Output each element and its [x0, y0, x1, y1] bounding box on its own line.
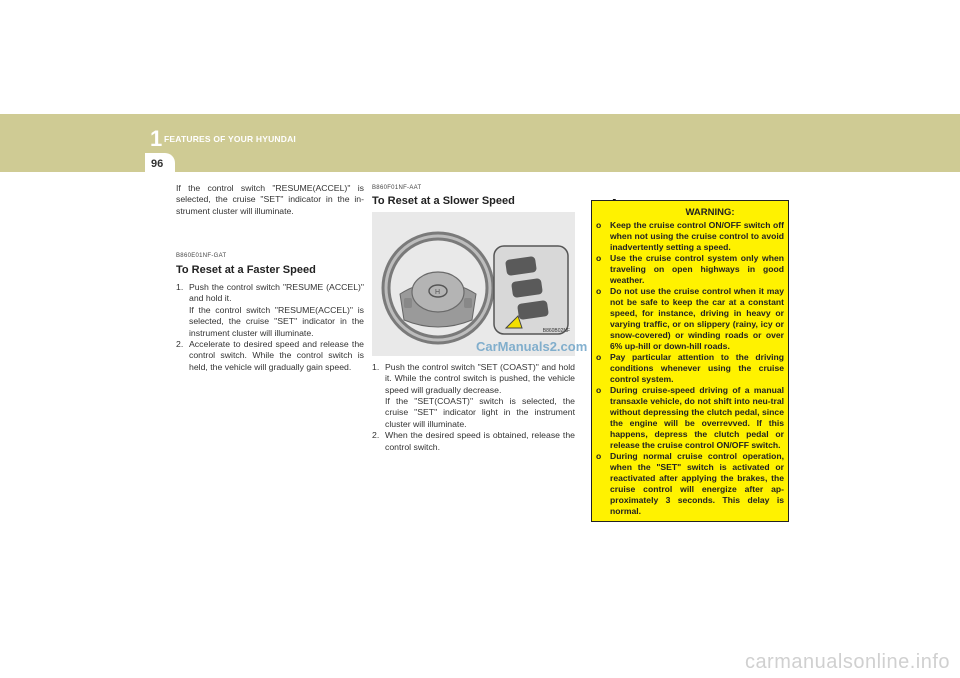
warning-item-text: Do not use the cruise control when it may not be safe to keep the car at a constant speed, for instance, driving in heavy or varying traffic, or on slippery (rainy, icy or snow-covered) or winding roads or over 6% up-hill or down-hill roads.: [610, 286, 784, 351]
list-item: [176, 282, 364, 339]
steps-list: [372, 362, 575, 453]
section-code: B860E01NF-GAT: [176, 253, 227, 260]
intro-paragraph: If the control switch "RESUME(ACCEL)" is selected, the cruise "SET" indicator in the in-strument cluster will illuminate.: [176, 183, 364, 216]
section-heading: To Reset at a Faster Speed: [176, 263, 316, 276]
steering-wheel-figure: [372, 212, 588, 356]
step-text: Push the control switch "RESUME (ACCEL)" and hold it.: [189, 282, 364, 304]
list-item: [372, 362, 575, 430]
middle-column: [372, 183, 588, 453]
step-text: When the desired speed is obtained, release the control switch.: [385, 430, 575, 452]
bullet: o: [596, 286, 602, 296]
step-number: 2.: [372, 430, 380, 441]
list-item: [596, 451, 784, 517]
step-text: Push the control switch "SET (COAST)" and hold it. While the control switch is pushed, the vehicle speed will gradually decrease.: [385, 361, 575, 395]
step-text: Accelerate to desired speed and release the control switch. While the control switch is held, the vehicle will gradually gain speed.: [189, 339, 364, 372]
step-number: 2.: [176, 339, 184, 350]
header-band: [0, 114, 960, 172]
warning-item-text: Pay particular attention to the driving conditions whenever using the cruise control system.: [610, 352, 784, 384]
bullet: o: [596, 451, 602, 461]
step-number: 1.: [176, 282, 184, 293]
figure-watermark: CarManuals2.com: [476, 339, 588, 355]
chapter-title: FEATURES OF YOUR HYUNDAI: [164, 134, 296, 144]
section-heading: To Reset at a Slower Speed: [372, 195, 515, 208]
page-number: 96: [151, 158, 164, 170]
list-item: [596, 286, 784, 352]
step-number: 1.: [372, 361, 380, 372]
section-code: B860F01NF-AAT: [372, 185, 422, 191]
warning-item-text: Keep the cruise control ON/OFF switch off when not using the cruise control to avoid inadvertently setting a speed.: [610, 220, 784, 252]
list-item: [176, 339, 364, 373]
chapter-number: 1: [150, 126, 163, 151]
list-item: [596, 385, 784, 451]
step-subtext: If the control switch "RESUME(ACCEL)" is selected, the cruise "SET" indicator in the instrument cluster will illuminate.: [189, 304, 364, 338]
bullet: o: [596, 352, 602, 362]
bullet: o: [596, 253, 602, 263]
warning-item-text: During normal cruise control operation, when the "SET" switch is activated or reactivated after applying the brakes, the cruise control will energize after ap-proximately 3 seconds. This delay is normal.: [610, 451, 784, 516]
svg-text:H: H: [435, 288, 441, 296]
list-item: [596, 253, 784, 286]
bullet: o: [596, 220, 602, 230]
warning-title: WARNING:: [685, 207, 735, 218]
steps-list: [176, 282, 364, 373]
warning-item-text: During cruise-speed driving of a manual transaxle vehicle, do not shift into neu-tral without depressing the clutch pedal, since the engine will be overrevved. If this happens, depress the clutch pedal or release the cruise control ON/OFF switch.: [610, 385, 784, 450]
bullet: o: [596, 385, 602, 395]
list-item: [596, 352, 784, 385]
list-item: [372, 430, 575, 453]
list-item: [596, 220, 784, 253]
footer-watermark[interactable]: carmanualsonline.info: [744, 651, 950, 673]
warning-item-text: Use the cruise control system only when traveling on open highways in good weather.: [610, 253, 784, 285]
warning-box: [591, 200, 789, 522]
figure-code: B860B02NF: [542, 328, 570, 335]
left-column: [176, 183, 364, 373]
warning-list: [596, 220, 784, 517]
step-subtext: If the "SET(COAST)" switch is selected, the cruise "SET" indicator light in the instrument cluster will illuminate.: [385, 396, 575, 429]
